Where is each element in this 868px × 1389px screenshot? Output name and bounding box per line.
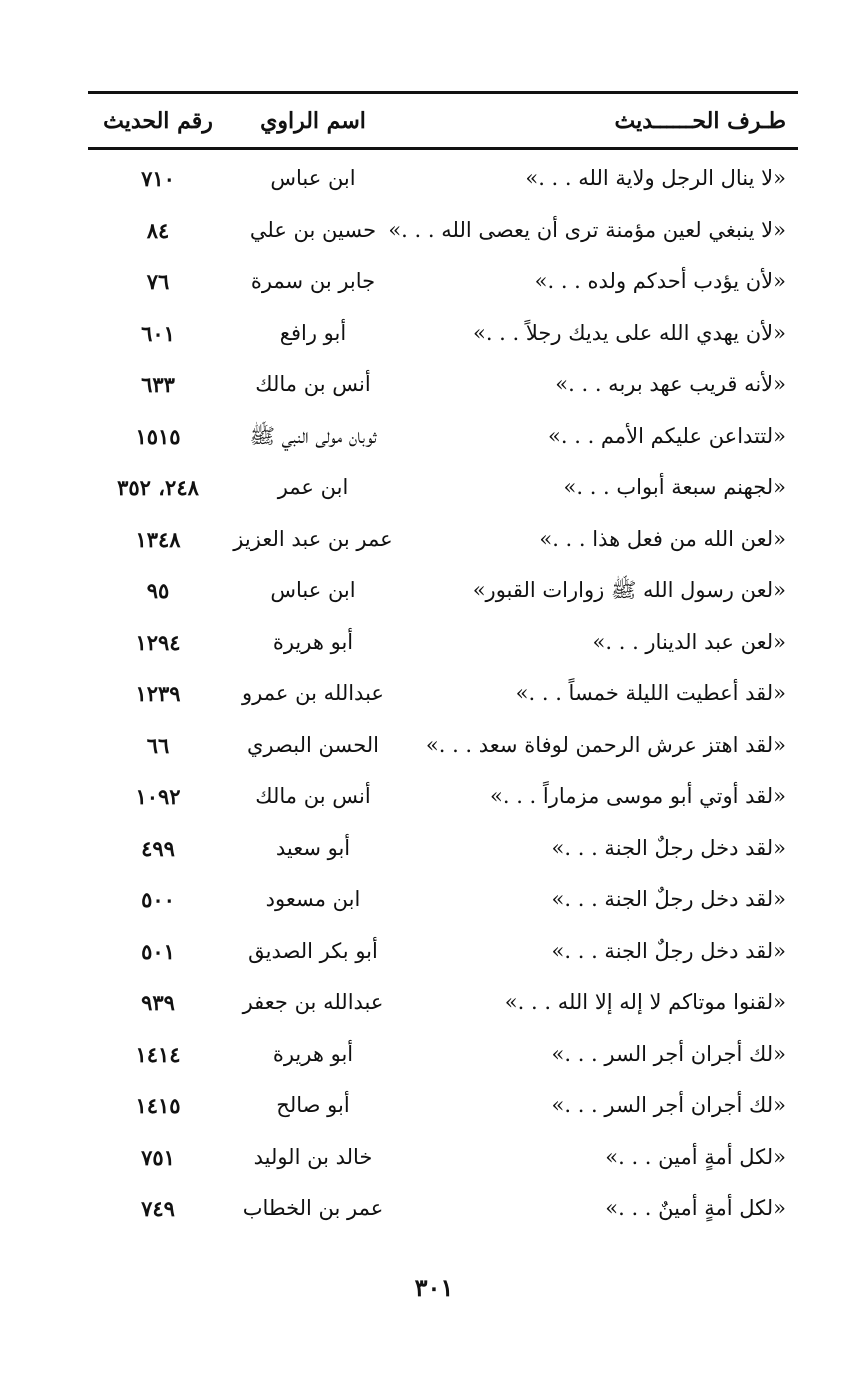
hadith-index-table bbox=[0, 153, 868, 1235]
hadith-text: «لكل أمةٍ أمين . . .» bbox=[605, 1144, 786, 1169]
hadith-text: «لقد أعطيت الليلة خمساً . . .» bbox=[515, 681, 786, 705]
table-row bbox=[0, 359, 868, 411]
hadith-number: ٨٤ bbox=[146, 217, 170, 243]
hadith-text: «لأن يهدي الله على يديك رجلاً . . .» bbox=[472, 320, 786, 345]
hadith-number: ٩٣٩ bbox=[141, 990, 175, 1015]
hadith-text: «لك أجران أجر السر . . .» bbox=[551, 1041, 786, 1066]
column-header-number: رقم الحديث bbox=[103, 108, 213, 134]
table-row bbox=[0, 514, 868, 566]
hadith-text: «لقد دخل رجلٌ الجنة . . .» bbox=[551, 835, 786, 860]
hadith-text: «لقنوا موتاكم لا إله إلا الله . . .» bbox=[504, 990, 786, 1014]
page-number: ٣٠١ bbox=[414, 1273, 454, 1302]
hadith-text: «لقد دخل رجلٌ الجنة . . .» bbox=[551, 938, 786, 963]
table-row bbox=[0, 977, 868, 1029]
table-row bbox=[0, 617, 868, 669]
table-row bbox=[0, 462, 868, 514]
hadith-text: «لتتداعن عليكم الأمم . . .» bbox=[548, 423, 786, 448]
table-row bbox=[0, 308, 868, 360]
narrator-name: الحسن البصري bbox=[247, 732, 379, 757]
hadith-text: «لعن رسول الله ﷺ زوارات القبور» bbox=[472, 578, 786, 602]
narrator-name: أنس بن مالك bbox=[255, 372, 371, 396]
narrator-name: أبو صالح bbox=[276, 1093, 350, 1117]
narrator-name: ابن مسعود bbox=[265, 887, 361, 911]
hadith-number: ١٤١٥ bbox=[135, 1093, 181, 1118]
narrator-name: أبو رافع bbox=[279, 320, 347, 345]
table-top-rule bbox=[88, 91, 798, 94]
table-row bbox=[0, 771, 868, 823]
hadith-number: ١٢٣٩ bbox=[135, 681, 181, 706]
hadith-text: «لك أجران أجر السر . . .» bbox=[551, 1093, 786, 1117]
hadith-number: ٤٩٩ bbox=[141, 835, 175, 861]
narrator-name: أبو بكر الصديق bbox=[248, 938, 378, 963]
hadith-number: ٢٤٨، ٣٥٢ bbox=[117, 475, 199, 500]
table-row bbox=[0, 1183, 868, 1235]
table-row bbox=[0, 1132, 868, 1184]
hadith-number: ١٣٤٨ bbox=[135, 526, 181, 552]
hadith-text: «لا ينبغي لعين مؤمنة ترى أن يعصى الله . . .» bbox=[388, 217, 786, 242]
column-header-narrator: اسم الراوي bbox=[260, 108, 366, 134]
table-row bbox=[0, 256, 868, 308]
hadith-text: «لأن يؤدب أحدكم ولده . . .» bbox=[534, 269, 786, 293]
hadith-text: «لعن عبد الدينار . . .» bbox=[592, 629, 786, 654]
narrator-name: عمر بن عبد العزيز bbox=[233, 526, 393, 551]
hadith-number: ٧٥١ bbox=[141, 1144, 175, 1170]
table-row bbox=[0, 823, 868, 875]
table-row bbox=[0, 926, 868, 978]
narrator-name: ابن عمر bbox=[277, 475, 349, 499]
hadith-number: ١٥١٥ bbox=[135, 423, 181, 449]
narrator-name: ابن عباس bbox=[270, 166, 356, 190]
hadith-text: «لقد دخل رجلٌ الجنة . . .» bbox=[551, 887, 786, 911]
narrator-name: ابن عباس bbox=[270, 578, 356, 602]
narrator-name: أبو هريرة bbox=[272, 629, 354, 654]
hadith-text: «لكل أمةٍ أمينٌ . . .» bbox=[605, 1196, 786, 1220]
narrator-name: أنس بن مالك bbox=[255, 784, 371, 808]
hadith-number: ١٠٩٢ bbox=[135, 784, 181, 809]
table-row bbox=[0, 1080, 868, 1132]
hadith-number: ٩٥ bbox=[146, 578, 170, 603]
hadith-number: ٥٠٠ bbox=[141, 887, 175, 912]
header-bottom-rule bbox=[88, 147, 798, 150]
hadith-text: «لقد أوتي أبو موسى مزماراً . . .» bbox=[490, 784, 786, 808]
column-header-hadith: طـرف الحــــــديث bbox=[614, 108, 786, 134]
narrator-name: أبو هريرة bbox=[272, 1041, 354, 1066]
hadith-text: «لجهنم سبعة أبواب . . .» bbox=[563, 475, 786, 499]
table-row bbox=[0, 205, 868, 257]
table-row bbox=[0, 720, 868, 772]
hadith-number: ٦٣٣ bbox=[141, 372, 175, 397]
hadith-number: ٦٠١ bbox=[141, 320, 175, 346]
hadith-number: ٧٦ bbox=[146, 269, 170, 294]
hadith-text: «لأنه قريب عهد بربه . . .» bbox=[555, 372, 786, 396]
narrator-name: أبو سعيد bbox=[275, 835, 351, 860]
table-row bbox=[0, 668, 868, 720]
hadith-number: ٦٦ bbox=[146, 732, 170, 758]
narrator-name: عبدالله بن عمرو bbox=[242, 681, 384, 705]
table-row bbox=[0, 411, 868, 463]
table-row bbox=[0, 565, 868, 617]
table-row bbox=[0, 874, 868, 926]
narrator-name: ثوبان مولى النبي ﷺ bbox=[249, 423, 377, 448]
narrator-name: خالد بن الوليد bbox=[253, 1144, 373, 1169]
hadith-number: ٧٤٩ bbox=[141, 1196, 175, 1221]
hadith-number: ١٢٩٤ bbox=[135, 629, 181, 655]
narrator-name: عبدالله بن جعفر bbox=[242, 990, 384, 1014]
hadith-text: «لقد اهتز عرش الرحمن لوفاة سعد . . .» bbox=[425, 732, 786, 757]
hadith-text: «لا ينال الرجل ولاية الله . . .» bbox=[525, 166, 786, 190]
narrator-name: جابر بن سمرة bbox=[250, 269, 376, 293]
table-row bbox=[0, 1029, 868, 1081]
hadith-text: «لعن الله من فعل هذا . . .» bbox=[539, 526, 786, 551]
narrator-name: حسين بن علي bbox=[249, 217, 377, 242]
hadith-number: ١٤١٤ bbox=[135, 1041, 181, 1067]
table-row bbox=[0, 153, 868, 205]
hadith-number: ٧١٠ bbox=[141, 166, 175, 191]
narrator-name: عمر بن الخطاب bbox=[242, 1196, 384, 1220]
hadith-number: ٥٠١ bbox=[141, 938, 175, 964]
